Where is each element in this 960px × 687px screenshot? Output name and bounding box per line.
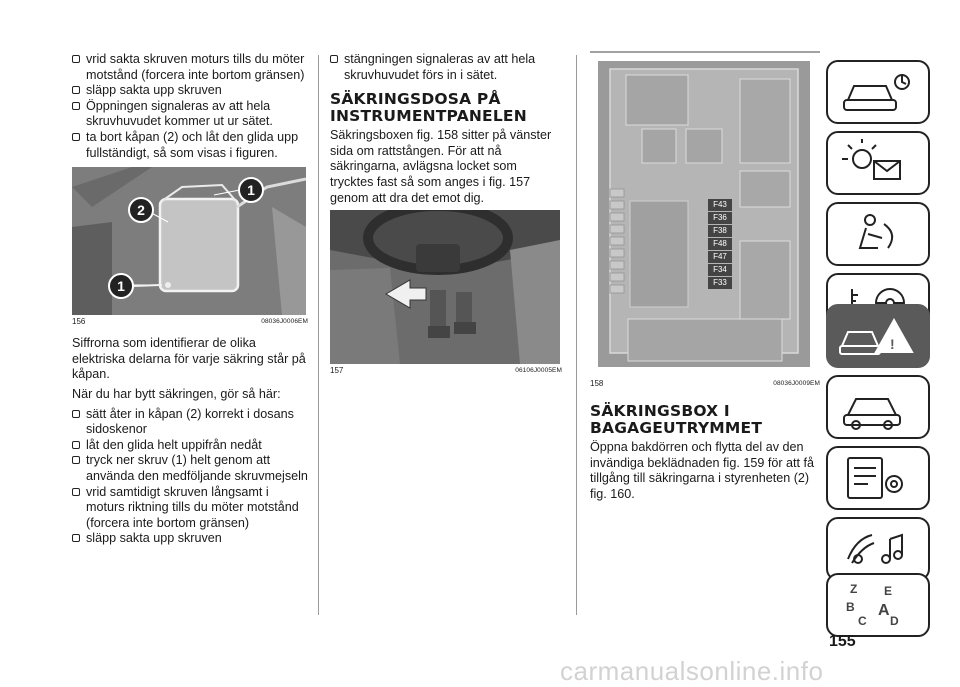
svg-text:A: A: [878, 602, 890, 619]
fuse-label: F36: [708, 212, 732, 224]
figure-caption: [72, 315, 308, 327]
svg-text:C: C: [858, 614, 867, 628]
figure-code: 08036J0006EM: [261, 318, 308, 326]
specifications-gear-icon: [828, 448, 928, 508]
figure-158: [590, 51, 820, 389]
figure-157: [330, 210, 562, 376]
bullet-icon: [72, 441, 80, 449]
list-item: låt den glida helt uppifrån nedåt: [72, 438, 308, 454]
svg-text:!: !: [890, 336, 895, 352]
watermark: carmanualsonline.info: [560, 656, 824, 686]
fuse-label-stack: [708, 199, 732, 290]
figure-number: 157: [330, 366, 344, 376]
bullet-icon: [330, 55, 338, 63]
figure-code: 08036J0009EM: [773, 380, 820, 387]
index-az-icon: [828, 575, 928, 635]
page-number: 155: [829, 633, 856, 650]
maintenance-car-icon: [828, 377, 928, 437]
fuse-label: F38: [708, 225, 732, 237]
svg-text:B: B: [846, 600, 855, 614]
svg-text:E: E: [884, 584, 893, 598]
paragraph: Säkringsboxen fig. 158 sitter på vänster sida om rattstången. För att nå säkringarna, avlägsna locket som trycktes fast så som anges i fig. 157 genom att dra det emot dig.: [330, 128, 552, 205]
list-item: vrid sakta skruven moturs tills du möter motstånd (forcera inte bortom gränsen): [72, 52, 308, 83]
bullet-icon: [72, 456, 80, 464]
figure-caption: [330, 364, 562, 376]
fuse-label: F34: [708, 264, 732, 276]
figure-number: 156: [72, 317, 86, 327]
callout-1-bottom: 1: [108, 273, 134, 299]
fuse-label: F33: [708, 277, 732, 289]
fuse-label: F47: [708, 251, 732, 263]
fuse-layout-image: [590, 51, 820, 377]
section-heading: SÄKRINGSDOSA PÅ INSTRUMENTPANELEN: [330, 90, 527, 126]
fuse-box-photo: [72, 167, 306, 315]
car-dashboard-icon: [828, 62, 928, 122]
emergency-warning-car-icon: [828, 306, 928, 366]
dashboard-photo: [330, 210, 560, 364]
bullet-icon: [72, 488, 80, 496]
svg-text:Z: Z: [850, 582, 858, 596]
callout-1-top: 1: [238, 177, 264, 203]
middle-column: [330, 52, 562, 376]
lights-mail-icon: [828, 133, 928, 193]
steering-column-image: [330, 210, 560, 364]
right-column: [590, 52, 820, 506]
bullet-icon: [72, 102, 80, 110]
tab-lights-mail[interactable]: [826, 131, 930, 195]
bullet-icon: [72, 86, 80, 94]
tab-maintenance[interactable]: [826, 375, 930, 439]
bullet-icon: [72, 133, 80, 141]
list-item: sätt åter in kåpan (2) korrekt i dosans sidoskenor: [72, 407, 308, 438]
tab-car-dashboard[interactable]: [826, 60, 930, 124]
left-column: [72, 52, 308, 547]
fuse-label: F48: [708, 238, 732, 250]
figure-caption: [590, 377, 820, 389]
fuse-box-diagram: [590, 51, 820, 377]
list-item: släpp sakta upp skruven: [72, 83, 308, 99]
list-item: släpp sakta upp skruven: [72, 531, 308, 547]
tab-multimedia[interactable]: [826, 517, 930, 581]
paragraph: Öppna bakdörren och flytta del av den invändiga beklädnaden fig. 159 för att få tillgång till säkringarna i styrenheten (2) fig. 160.: [590, 440, 815, 501]
figure-156: [72, 167, 308, 327]
tab-index[interactable]: [826, 573, 930, 637]
airbag-seat-icon: [828, 204, 928, 264]
list-item: vrid samtidigt skruven långsamt i moturs riktning tills du möter motstånd (forcera inte bortom gränsen): [72, 485, 308, 532]
bullet-icon: [72, 534, 80, 542]
fuse-label: F43: [708, 199, 732, 211]
column-divider: [318, 55, 319, 615]
tab-emergency[interactable]: [826, 304, 930, 368]
bullet-icon: [72, 410, 80, 418]
figure-code: 06106J0005EM: [515, 367, 562, 375]
list-item: ta bort kåpan (2) och låt den glida upp fullständigt, så som visas i figuren.: [72, 130, 308, 161]
column-divider: [576, 55, 577, 615]
paragraph: Siffrorna som identifierar de olika elektriska delarna för varje säkring står på kåpan.: [72, 336, 306, 382]
svg-text:D: D: [890, 614, 899, 628]
section-heading: SÄKRINGSBOX I BAGAGEUTRYMMET: [590, 402, 763, 437]
callout-2: 2: [128, 197, 154, 223]
list-item: tryck ner skruv (1) helt genom att använda den medföljande skruvmejseln: [72, 453, 308, 484]
figure-number: 158: [590, 379, 604, 388]
bullet-icon: [72, 55, 80, 63]
tab-airbag-seat[interactable]: [826, 202, 930, 266]
list-item: stängningen signaleras av att hela skruvhuvudet förs in i sätet.: [330, 52, 562, 83]
list-item: Öppningen signaleras av att hela skruvhuvudet kommer ut ur sätet.: [72, 99, 308, 130]
multimedia-icon: [828, 519, 928, 579]
paragraph: När du har bytt säkringen, gör så här:: [72, 386, 281, 401]
tab-specifications[interactable]: [826, 446, 930, 510]
fuse-box-cover-image: [72, 167, 306, 315]
